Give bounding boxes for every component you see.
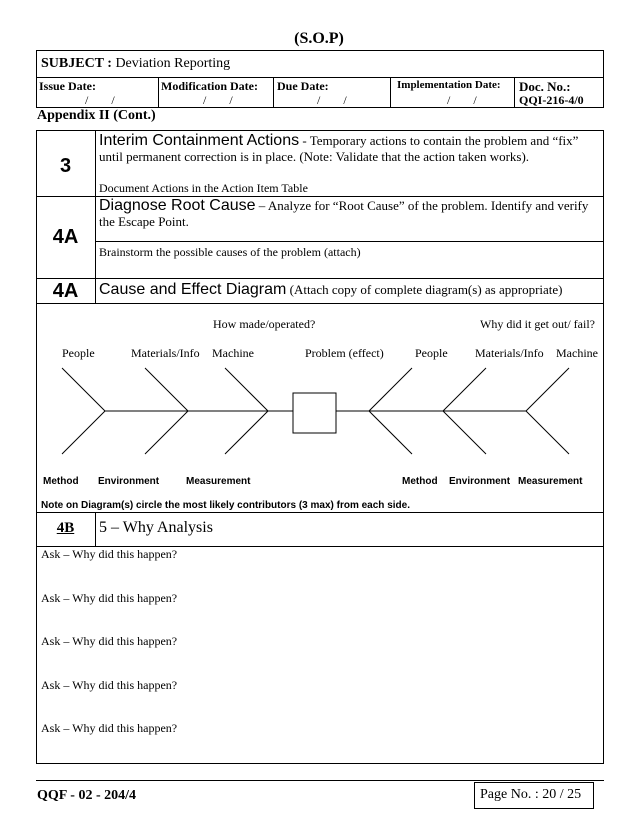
doc-no-value: QQI-216-4/0 [519, 93, 584, 107]
step-4a-diagram-heading: Cause and Effect Diagram [99, 281, 287, 298]
bone-right-method [369, 411, 412, 454]
diagram-bottom-method-right: Method [402, 476, 438, 487]
due-date-label: Due Date: [277, 79, 329, 93]
diagram-note: Note on Diagram(s) circle the most likely contributors (3 max) from each side. [41, 500, 410, 511]
why-question-5: Ask – Why did this happen? [41, 721, 178, 735]
appendix-heading: Appendix II (Cont.) [37, 108, 156, 123]
bone-right-people [369, 368, 412, 411]
diagram-right-question: Why did it get out/ fail? [480, 317, 595, 331]
modification-date-label: Modification Date: [161, 79, 258, 93]
step-4b-number: 4B [56, 520, 75, 536]
bone-right-environment [443, 411, 486, 454]
bone-right-materials [443, 368, 486, 411]
bone-left-method [62, 411, 105, 454]
step-3-number: 3 [59, 155, 72, 177]
footer-form-code: QQF - 02 - 204/4 [37, 788, 137, 803]
bone-left-materials [145, 368, 188, 411]
implementation-date-label: Implementation Date: [397, 79, 501, 91]
diagram-left-question: How made/operated? [213, 317, 316, 331]
bone-left-people [62, 368, 105, 411]
diagram-top-machine-left: Machine [212, 346, 254, 360]
step-3-description: - Temporary actions to contain the problem and “fix” until permanent correction is in place. (Note: Validate that the action taken works). [99, 133, 579, 164]
bone-left-measurement [225, 411, 268, 454]
step-3-note: Document Actions in the Action Item Table [99, 181, 308, 195]
implementation-date-value[interactable]: / / [447, 93, 487, 107]
step-4a-root-description: – Analyze for “Root Cause” of the problem. Identify and verify the Escape Point. [99, 198, 589, 229]
step-4a-root-heading: Diagnose Root Cause [99, 197, 256, 214]
diagram-bottom-measurement-left: Measurement [186, 476, 251, 487]
issue-date-label: Issue Date: [39, 79, 96, 93]
subject-label: SUBJECT : [41, 56, 112, 71]
page-title: (S.O.P) [294, 30, 344, 47]
diagram-top-people-right: People [415, 346, 448, 360]
diagram-top-people-left: People [62, 346, 95, 360]
why-question-2: Ask – Why did this happen? [41, 591, 178, 605]
diagram-effect-label: Problem (effect) [305, 346, 384, 360]
diagram-bottom-environment-right: Environment [449, 476, 511, 487]
diagram-bottom-measurement-right: Measurement [518, 476, 583, 487]
effect-box [293, 393, 336, 433]
modification-date-value[interactable]: / / [203, 93, 243, 107]
step-4a-root-note: Brainstorm the possible causes of the problem (attach) [99, 245, 361, 259]
diagram-top-materials-left: Materials/Info [131, 346, 200, 360]
why-question-1: Ask – Why did this happen? [41, 547, 178, 561]
diagram-bottom-method-left: Method [43, 476, 79, 487]
footer-page-box [474, 782, 594, 809]
step-4a-diagram-description: (Attach copy of complete diagram(s) as appropriate) [286, 282, 563, 297]
bone-right-measurement [526, 411, 569, 454]
bone-left-machine [225, 368, 268, 411]
diagram-bottom-environment-left: Environment [98, 476, 160, 487]
diagram-top-materials-right: Materials/Info [475, 346, 544, 360]
why-question-3: Ask – Why did this happen? [41, 634, 178, 648]
issue-date-value[interactable]: / / [85, 93, 125, 107]
bone-right-machine [526, 368, 569, 411]
why-question-4: Ask – Why did this happen? [41, 678, 178, 692]
footer-page-number: Page No. : 20 / 25 [480, 787, 582, 802]
subject-value: Deviation Reporting [115, 56, 231, 71]
doc-no-label: Doc. No.: [519, 79, 571, 94]
step-4a-root-number: 4A [52, 226, 79, 248]
diagram-top-machine-right: Machine [556, 346, 598, 360]
step-3-heading: Interim Containment Actions [99, 132, 300, 149]
step-4a-diagram-number: 4A [52, 280, 79, 302]
due-date-value[interactable]: / / [317, 93, 357, 107]
step-4b-heading: 5 – Why Analysis [99, 519, 213, 536]
bone-left-environment [145, 411, 188, 454]
